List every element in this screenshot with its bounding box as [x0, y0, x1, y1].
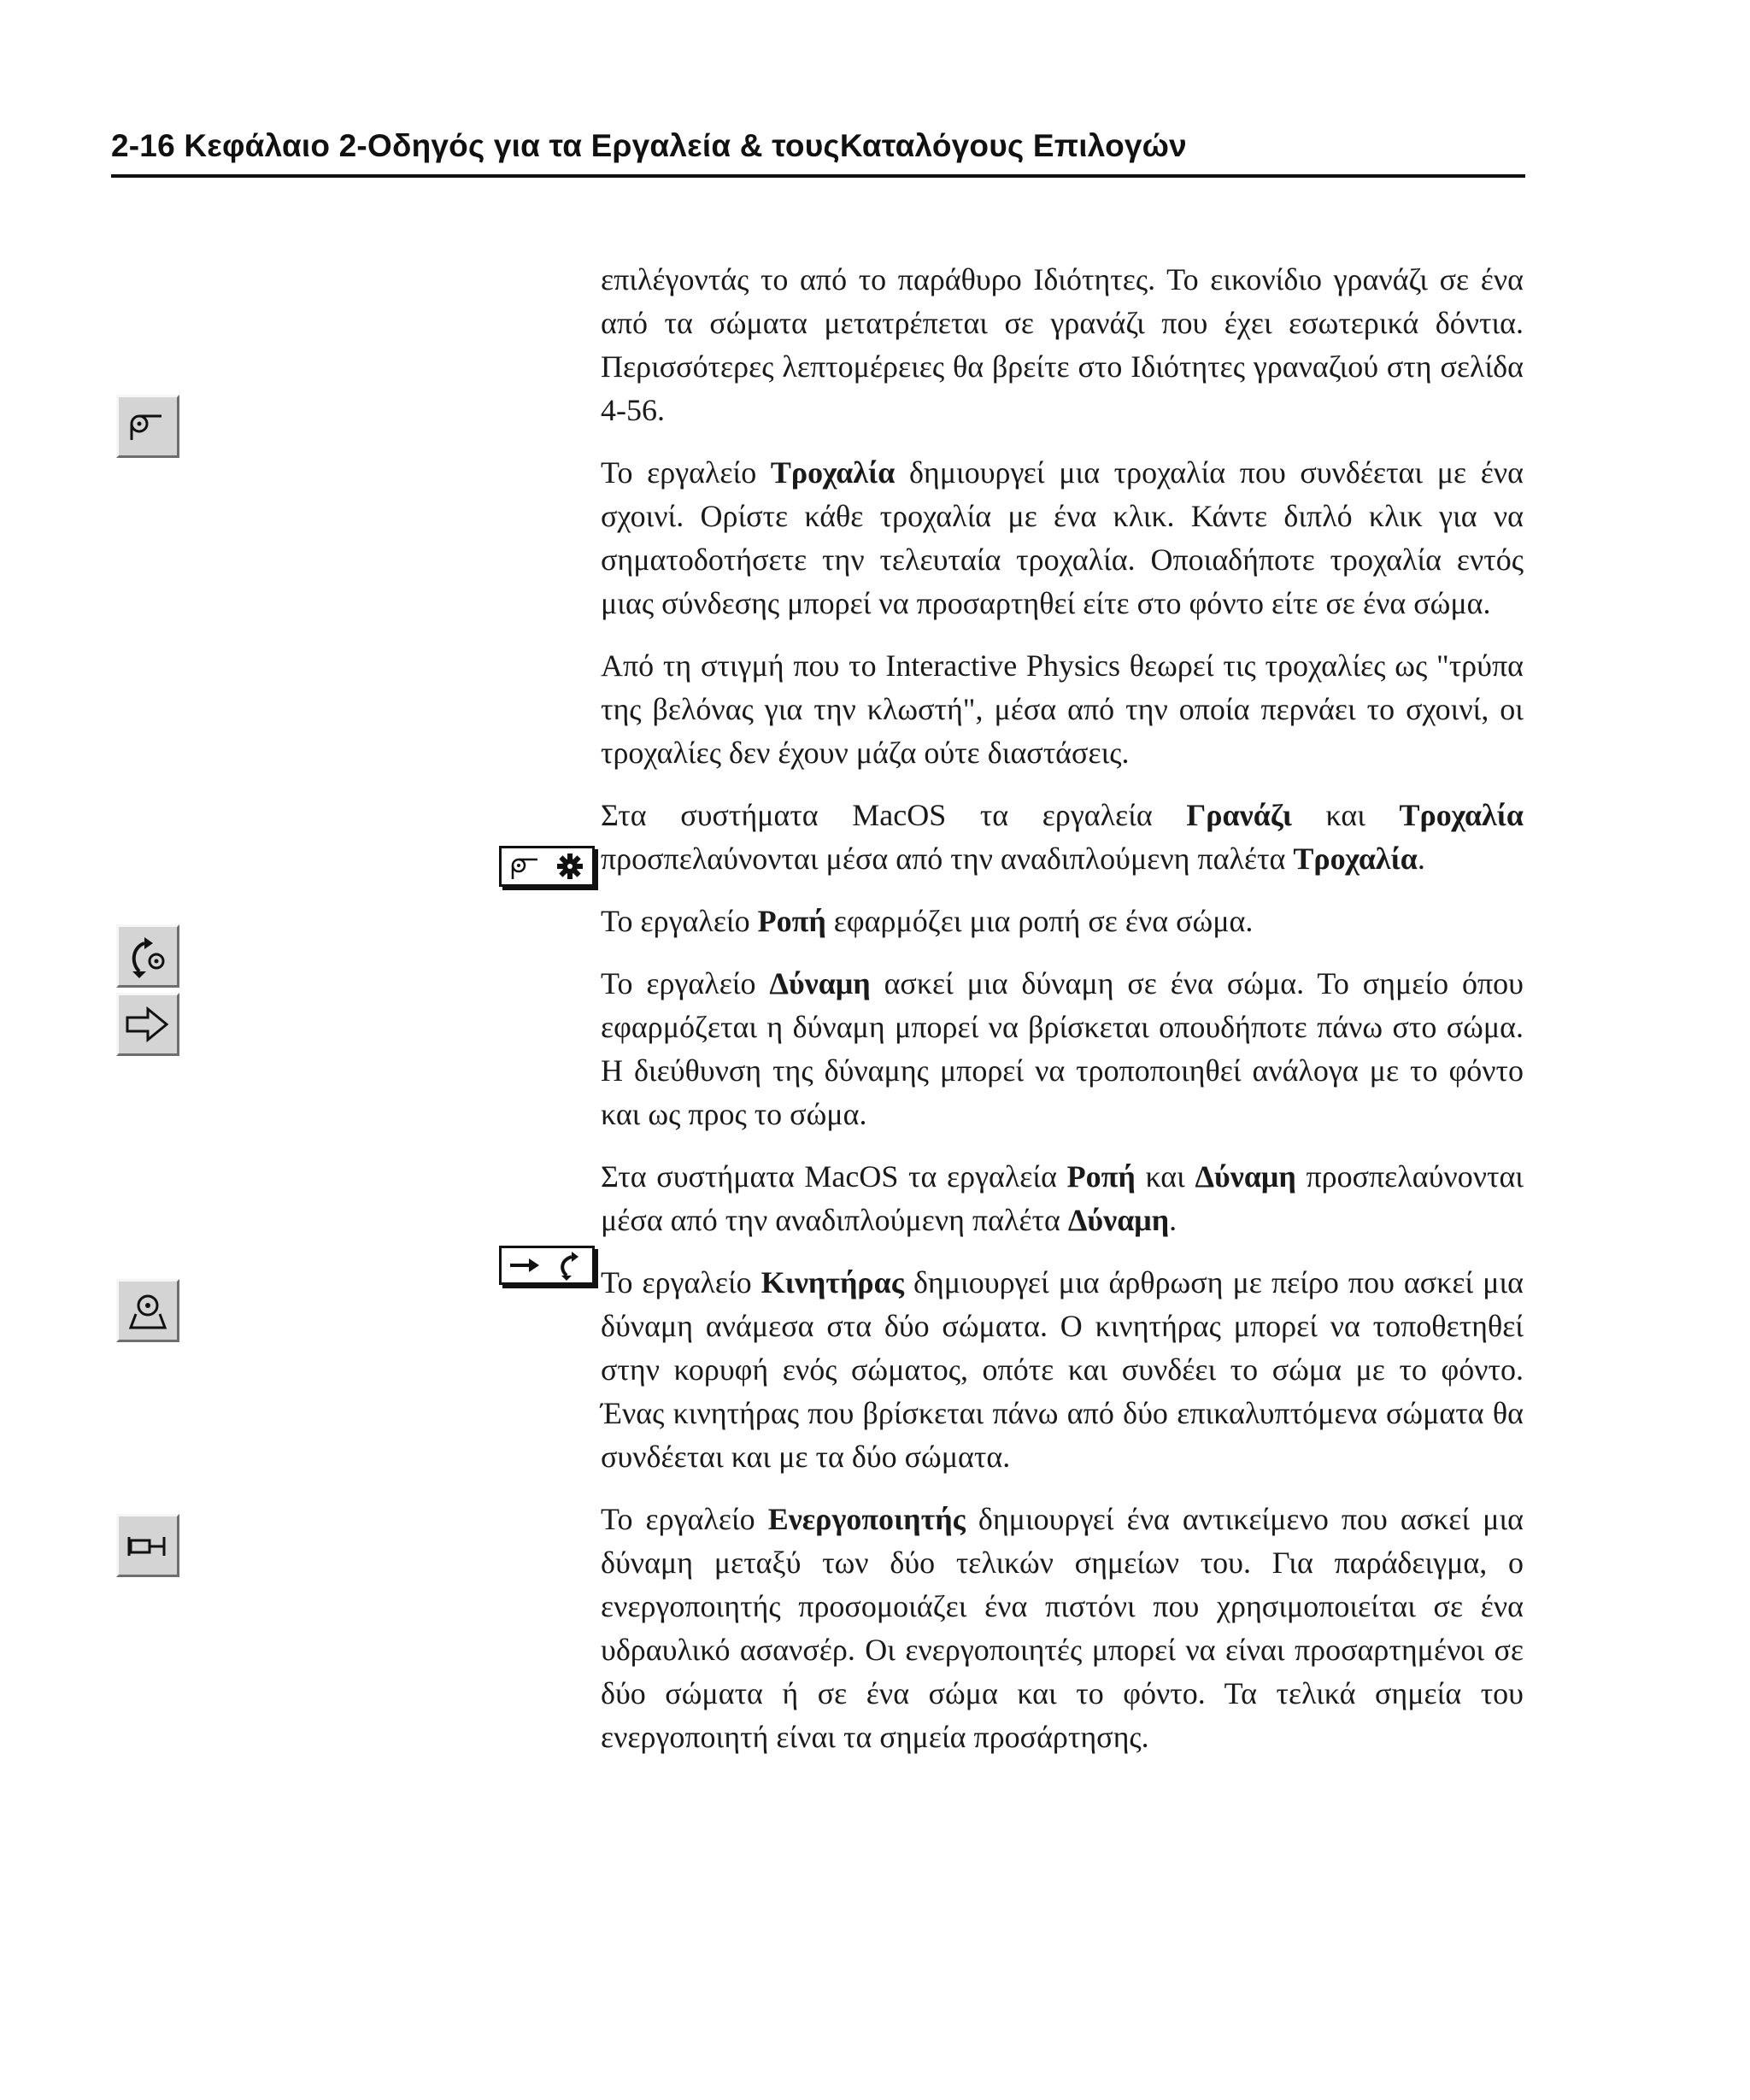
text-run: ασκεί μια δύναμη σε ένα σώμα. Το σημείο όπου εφαρμόζεται η δύναμη μπορεί να βρίσκεται οπουδήποτε πάνω στο σώμα. Η διεύθυνση της δύναμης μπορεί να τροποποιηθεί ανάλογα με το φόντο και ως προς το σώμα.: [601, 966, 1524, 1131]
bold-term: Τροχαλία: [1399, 798, 1524, 832]
force-arrow-icon: [119, 995, 177, 1053]
text-run: και: [1135, 1159, 1195, 1194]
bold-term: Δύναμη: [1195, 1159, 1296, 1194]
text-run: Στα συστήματα MacOS τα εργαλεία: [601, 798, 1187, 832]
paragraph: [601, 258, 1524, 432]
text-run: δημιουργεί μια άρθρωση με πείρο που ασκεί μια δύναμη ανάμεσα στα δύο σώματα. Ο κινητήρας μπορεί να τοποθετηθεί στην κορυφή ενός σώματος, οπότε και συνδέει το σώμα με το φόντο. Ένας κινητήρας που βρίσκεται πάνω από δύο επικαλυπτόμενα σώματα θα συνδέεται και με τα δύο σώματα.: [601, 1265, 1524, 1474]
bold-term: Τροχαλία: [770, 455, 896, 490]
bold-term: Δύναμη: [769, 966, 871, 1000]
text-run: δημιουργεί μια τροχαλία που συνδέεται με ένα σχοινί. Ορίστε κάθε τροχαλία με ένα κλικ. Κάντε διπλό κλικ για να σηματοδοτήσετε την τελευταία τροχαλία. Οποιαδήποτε τροχαλία εντός μιας σύνδεσης μπορεί να προσαρτηθεί είτε στο φόντο είτε σε ένα σώμα.: [601, 455, 1524, 620]
page-header: 2-16 Κεφάλαιο 2-Οδηγός για τα Εργαλεία & τουςΚαταλόγους Επιλογών: [111, 128, 1525, 178]
bold-term: Ροπή: [757, 904, 826, 938]
text-run: Το εργαλείο: [601, 1502, 768, 1536]
text-run: .: [1417, 842, 1425, 876]
text-run: εφαρμόζει μια ροπή σε ένα σώμα.: [825, 904, 1254, 938]
body-text: [601, 258, 1524, 1778]
bold-term: Τροχαλία: [1293, 842, 1418, 876]
pulley-tool-button[interactable]: [116, 395, 179, 458]
bold-term: Δύναμη: [1067, 1203, 1170, 1237]
text-run: .: [1169, 1203, 1177, 1237]
mac-pulley-palette: [499, 846, 595, 887]
mac-force-palette: [499, 1246, 595, 1285]
motor-tool-button[interactable]: [116, 1279, 179, 1342]
pulley-icon: [119, 397, 177, 455]
text-run: επιλέγοντάς το από το παράθυρο Ιδιότητες. Το εικονίδιο γρανάζι σε ένα από τα σώματα μετατρέπεται σε γρανάζι που έχει εσωτερικά δόντια. Περισσότερες λεπτομέρειες θα βρείτε στο Ιδιότητες γραναζιού στη σελίδα 4-56.: [601, 262, 1524, 427]
text-run: Το εργαλείο: [601, 904, 758, 938]
text-run: και: [1291, 798, 1400, 832]
bold-term: Ροπή: [1066, 1159, 1136, 1194]
paragraph: [601, 1498, 1524, 1759]
paragraph: [601, 1155, 1524, 1242]
actuator-icon: [119, 1516, 177, 1575]
text-run: Το εργαλείο: [601, 455, 771, 490]
torque-tool-button[interactable]: [116, 924, 179, 988]
bold-term: Γρανάζι: [1186, 798, 1292, 832]
text-run: Από τη στιγμή που το Interactive Physics θεωρεί τις τροχαλίες ως "τρύπα της βελόνας για την κλωστή", μέσα από την οποία περνάει το σχοινί, οι τροχαλίες δεν έχουν μάζα ούτε διαστάσεις.: [601, 648, 1524, 770]
text-run: προσπελαύνονται μέσα από την αναδιπλούμενη παλέτα: [601, 1159, 1524, 1237]
force-torque-palette-icon: [502, 1248, 592, 1282]
text-run: Το εργαλείο: [601, 1265, 761, 1299]
force-tool-button[interactable]: [116, 993, 179, 1056]
paragraph: [601, 794, 1524, 881]
paragraph: [601, 962, 1524, 1136]
paragraph: [601, 644, 1524, 775]
motor-icon: [119, 1282, 177, 1340]
pulley-gear-palette-icon: [502, 848, 592, 884]
text-run: προσπελαύνονται μέσα από την αναδιπλούμενη παλέτα: [601, 842, 1294, 876]
paragraph: [601, 451, 1524, 625]
text-run: Στα συστήματα MacOS τα εργαλεία: [601, 1159, 1067, 1194]
bold-term: Ενεργοποιητής: [767, 1502, 966, 1536]
actuator-tool-button[interactable]: [116, 1514, 179, 1577]
text-run: Το εργαλείο: [601, 966, 770, 1000]
paragraph: [601, 900, 1524, 943]
bold-term: Κινητήρας: [760, 1265, 904, 1299]
paragraph: [601, 1261, 1524, 1479]
text-run: δημιουργεί ένα αντικείμενο που ασκεί μια δύναμη μεταξύ των δύο τελικών σημείων του. Για παράδειγμα, ο ενεργοποιητής προσομοιάζει ένα πιστόνι που χρησιμοποιείται σε ένα υδραυλικό ασανσέρ. Οι ενεργοποιητές μπορεί να είναι προσαρτημένοι σε δύο σώματα ή σε ένα σώμα και το φόντο. Τα τελικά σημεία του ενεργοποιητή είναι τα σημεία προσάρτησης.: [601, 1502, 1524, 1754]
torque-icon: [119, 927, 177, 985]
